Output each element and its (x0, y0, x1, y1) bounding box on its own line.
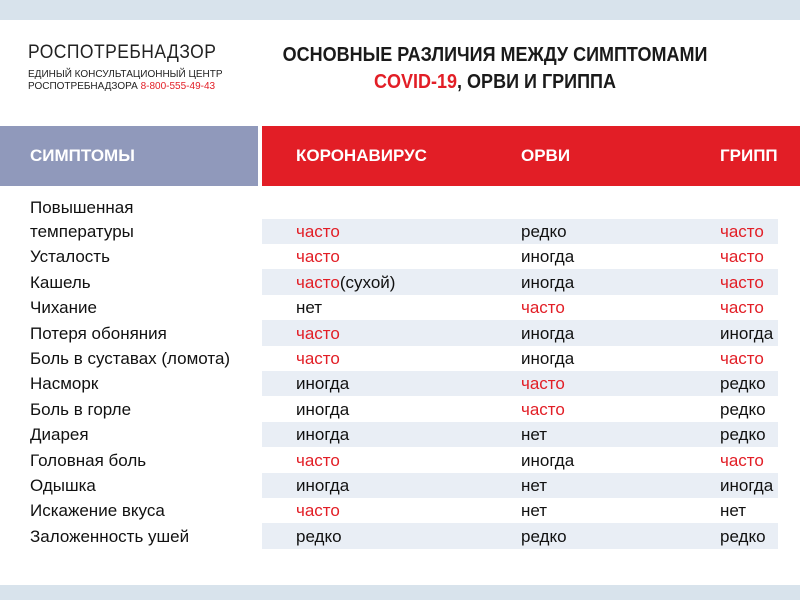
title-rest: , ОРВИ И ГРИППА (457, 71, 616, 93)
brand-line2: РОСПОТРЕБНАДЗОРА (28, 81, 138, 92)
covid-cell (296, 498, 340, 523)
orvi-cell (521, 473, 547, 498)
symptom-line2: температуры (30, 222, 134, 241)
covid-note: (сухой) (339, 272, 396, 292)
flu-cell (720, 397, 766, 422)
table-row (0, 269, 800, 294)
page-title (275, 42, 716, 96)
table-row (0, 396, 800, 421)
covid-cell (296, 244, 340, 269)
flu-cell (720, 346, 764, 371)
covid-value: часто (296, 247, 340, 267)
covid-cell (296, 524, 342, 549)
covid-value: иногда (296, 475, 350, 495)
title-covid: COVID-19 (374, 71, 458, 93)
flu-value: часто (720, 222, 764, 241)
symptom-cell (30, 196, 134, 244)
flu-value: редко (720, 399, 766, 419)
orvi-cell (521, 321, 574, 346)
flu-cell (720, 244, 764, 269)
flu-cell (720, 219, 764, 244)
covid-value: часто (296, 272, 340, 292)
symptom-cell: Заложенность ушей (30, 526, 190, 546)
table-row (0, 244, 800, 269)
covid-value: часто (296, 222, 340, 241)
symptom-cell: Потеря обоняния (30, 323, 167, 343)
covid-value: нет (296, 298, 323, 318)
orvi-cell (521, 524, 567, 549)
orvi-value: нет (521, 501, 548, 521)
brand-name: РОСПОТРЕБНАДЗОР (28, 42, 217, 63)
covid-cell (296, 448, 340, 473)
orvi-cell (521, 295, 565, 320)
brand-line1: ЕДИНЫЙ КОНСУЛЬТАЦИОННЫЙ ЦЕНТР (28, 69, 223, 80)
flu-value: иногда (720, 323, 774, 343)
flu-value: часто (720, 450, 764, 470)
symptom-cell: Чихание (30, 298, 97, 318)
symptom-cell: Одышка (30, 475, 96, 495)
covid-cell (296, 371, 349, 396)
table-row (0, 320, 800, 345)
symptom-cell: Боль в горле (30, 399, 132, 419)
flu-cell (720, 371, 766, 396)
flu-cell (720, 270, 764, 295)
orvi-cell (521, 346, 574, 371)
table-row (0, 447, 800, 472)
poster (0, 20, 800, 585)
header-symptoms: СИМПТОМЫ (0, 126, 258, 186)
header-diseases (262, 126, 800, 186)
title-line2 (275, 69, 716, 96)
table-row (0, 346, 800, 371)
table-row (0, 371, 800, 396)
orvi-value: часто (521, 399, 565, 419)
orvi-cell (521, 397, 565, 422)
table-row (0, 473, 800, 498)
flu-value: часто (720, 298, 764, 318)
covid-value: иногда (296, 374, 350, 394)
orvi-value: нет (521, 475, 548, 495)
covid-cell (296, 321, 340, 346)
flu-value: редко (720, 374, 766, 394)
covid-value: редко (296, 526, 342, 546)
covid-cell (296, 473, 349, 498)
table-row (0, 422, 800, 447)
orvi-cell (521, 498, 547, 523)
symptoms-table (0, 196, 800, 549)
covid-cell (296, 295, 322, 320)
covid-cell (296, 346, 340, 371)
symptom-cell: Диарея (30, 425, 89, 445)
brand-phone: 8-800-555-49-43 (140, 81, 216, 92)
symptom-cell: Кашель (30, 272, 91, 292)
orvi-value: иногда (521, 272, 575, 292)
covid-cell (296, 397, 349, 422)
covid-value: часто (296, 348, 340, 368)
table-row (0, 523, 800, 548)
covid-value: часто (296, 450, 340, 470)
flu-cell (720, 473, 773, 498)
table-row (0, 196, 800, 244)
orvi-cell (521, 219, 567, 244)
table-row (0, 498, 800, 523)
orvi-value: часто (521, 374, 565, 394)
orvi-value: нет (521, 425, 548, 445)
flu-value: редко (720, 526, 766, 546)
orvi-value: редко (521, 222, 567, 241)
header-flu: ГРИПП (720, 146, 778, 165)
covid-value: часто (296, 501, 340, 521)
brand-subtitle (28, 69, 233, 93)
flu-cell (720, 321, 773, 346)
orvi-value: иногда (521, 323, 575, 343)
table-header (0, 126, 800, 186)
title-line1: ОСНОВНЫЕ РАЗЛИЧИЯ МЕЖДУ СИМПТОМАМИ (282, 44, 708, 66)
covid-cell (296, 422, 349, 447)
header-orvi: ОРВИ (521, 146, 571, 165)
flu-cell (720, 422, 766, 447)
symptom-cell: Насморк (30, 374, 99, 394)
flu-value: часто (720, 247, 764, 267)
orvi-cell (521, 244, 574, 269)
flu-value: нет (720, 501, 747, 521)
orvi-cell (521, 270, 574, 295)
flu-value: часто (720, 272, 764, 292)
orvi-cell (521, 371, 565, 396)
flu-cell (720, 524, 766, 549)
symptom-cell: Головная боль (30, 450, 147, 470)
covid-cell (296, 219, 340, 244)
orvi-value: иногда (521, 450, 575, 470)
orvi-cell (521, 448, 574, 473)
flu-cell (720, 448, 764, 473)
flu-cell (720, 295, 764, 320)
flu-value: редко (720, 425, 766, 445)
symptom-line1: Повышенная (30, 198, 134, 217)
covid-value: иногда (296, 425, 350, 445)
covid-value: иногда (296, 399, 350, 419)
orvi-value: иногда (521, 348, 575, 368)
symptom-cell: Боль в суставах (ломота) (30, 348, 231, 368)
orvi-value: редко (521, 526, 567, 546)
header-covid: КОРОНАВИРУС (296, 146, 427, 165)
orvi-cell (521, 422, 547, 447)
orvi-value: иногда (521, 247, 575, 267)
flu-value: часто (720, 348, 764, 368)
covid-value: часто (296, 323, 340, 343)
flu-value: иногда (720, 475, 774, 495)
symptom-cell: Усталость (30, 247, 110, 267)
flu-cell (720, 498, 746, 523)
covid-cell (296, 270, 395, 295)
symptom-cell: Искажение вкуса (30, 501, 165, 521)
brand-block (28, 42, 233, 93)
brand-line2-wrap (28, 81, 233, 93)
table-row (0, 295, 800, 320)
orvi-value: часто (521, 298, 565, 318)
